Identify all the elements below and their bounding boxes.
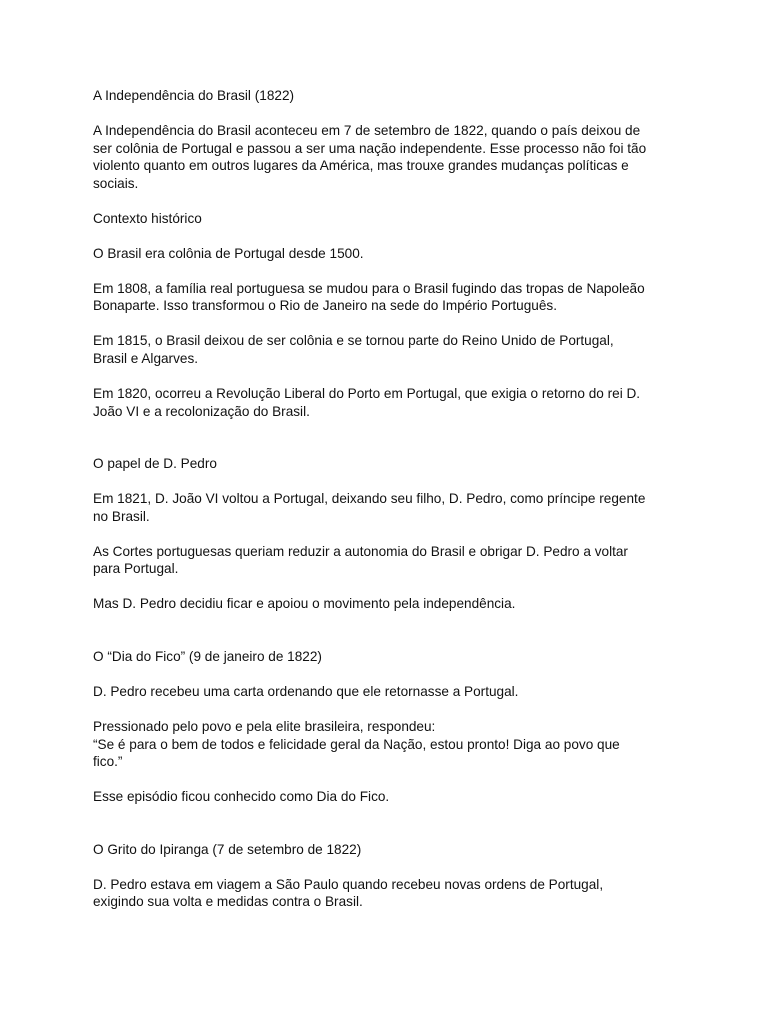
text-line: para Portugal. xyxy=(93,561,179,577)
paragraph xyxy=(93,595,683,613)
text-line: Bonaparte. Isso transformou o Rio de Janeiro na sede do Império Português. xyxy=(93,298,557,314)
quote-line: fico.” xyxy=(93,754,123,770)
paragraph xyxy=(93,332,683,367)
section-heading-grito-do-ipiranga: O Grito do Ipiranga (7 de setembro de 1822) xyxy=(93,841,362,857)
paragraph xyxy=(93,683,683,701)
paragraph xyxy=(93,876,683,911)
paragraph xyxy=(93,490,683,525)
text-line: Em 1815, o Brasil deixou de ser colônia e se tornou parte do Reino Unido de Portugal, xyxy=(93,333,614,349)
text-line: no Brasil. xyxy=(93,508,150,524)
text-line: D. Pedro estava em viagem a São Paulo quando recebeu novas ordens de Portugal, xyxy=(93,876,604,892)
paragraph xyxy=(93,543,683,578)
text-line: Esse episódio ficou conhecido como Dia do Fico. xyxy=(93,789,390,805)
section-heading-contexto: Contexto histórico xyxy=(93,210,202,226)
text-line: Brasil e Algarves. xyxy=(93,350,199,366)
text-line: O Brasil era colônia de Portugal desde 1500. xyxy=(93,245,364,261)
section-heading-papel-d-pedro: O papel de D. Pedro xyxy=(93,456,217,472)
section-heading-dia-do-fico: O “Dia do Fico” (9 de janeiro de 1822) xyxy=(93,648,322,664)
paragraph xyxy=(93,718,683,771)
text-line: João VI e a recolonização do Brasil. xyxy=(93,403,310,419)
intro-paragraph xyxy=(93,122,683,192)
paragraph xyxy=(93,280,683,315)
text-line: Em 1820, ocorreu a Revolução Liberal do Porto em Portugal, que exigia o retorno do rei D. xyxy=(93,386,641,402)
document-title: A Independência do Brasil (1822) xyxy=(93,88,295,103)
paragraph xyxy=(93,788,683,806)
text-line: As Cortes portuguesas queriam reduzir a autonomia do Brasil e obrigar D. Pedro a voltar xyxy=(93,543,628,559)
paragraph xyxy=(93,385,683,420)
text-line: Em 1821, D. João VI voltou a Portugal, deixando seu filho, D. Pedro, como príncipe regente xyxy=(93,491,646,507)
quote-line: “Se é para o bem de todos e felicidade geral da Nação, estou pronto! Diga ao povo que xyxy=(93,736,620,752)
document-body xyxy=(93,87,683,911)
text-line: ser colônia de Portugal e passou a ser uma nação independente. Esse processo não foi tão xyxy=(93,140,647,156)
text-line: violento quanto em outros lugares da América, mas trouxe grandes mudanças políticas e xyxy=(93,158,629,174)
text-line: Em 1808, a família real portuguesa se mudou para o Brasil fugindo das tropas de Napoleão xyxy=(93,280,645,296)
text-line: exigindo sua volta e medidas contra o Brasil. xyxy=(93,894,363,910)
text-line: A Independência do Brasil aconteceu em 7 de setembro de 1822, quando o país deixou de xyxy=(93,123,641,139)
paragraph xyxy=(93,245,683,263)
text-line: Pressionado pelo povo e pela elite brasileira, respondeu: xyxy=(93,719,436,735)
text-line: sociais. xyxy=(93,175,139,191)
text-line: D. Pedro recebeu uma carta ordenando que ele retornasse a Portugal. xyxy=(93,683,519,699)
text-line: Mas D. Pedro decidiu ficar e apoiou o movimento pela independência. xyxy=(93,596,516,612)
